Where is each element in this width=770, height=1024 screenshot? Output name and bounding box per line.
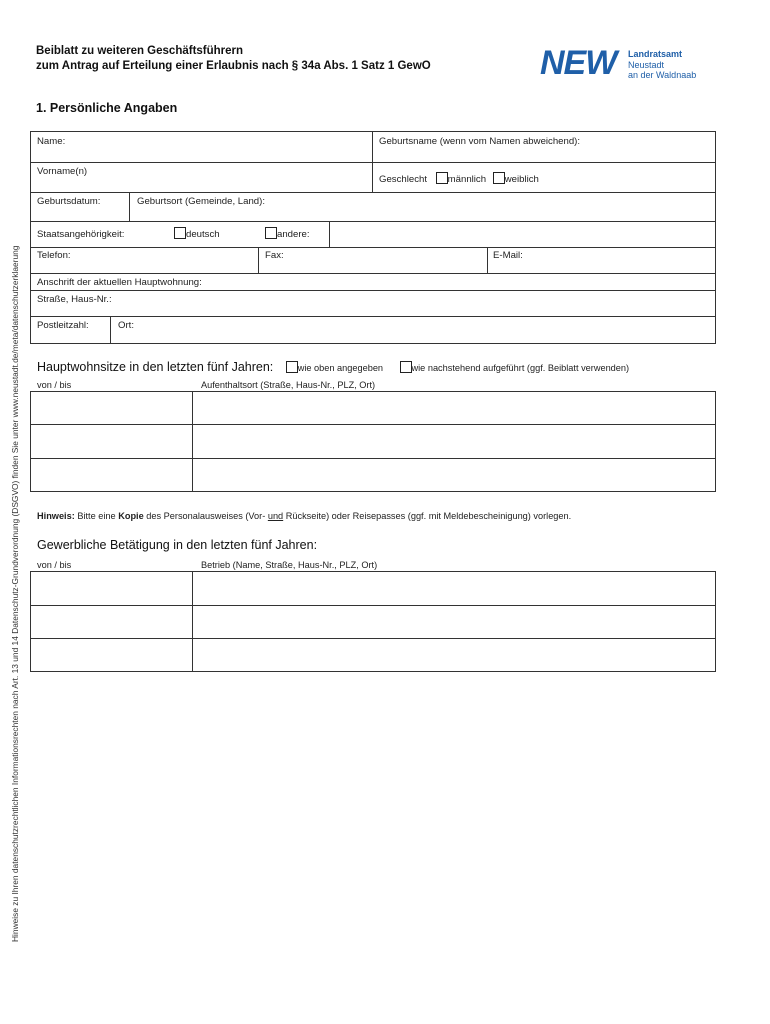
side-privacy-note: Hinweise zu Ihren datenschutzrechtlichen Informationsrechten nach Art. 13 und 14 Datenschutz-Grundverordnung (DSGVO) finden Sie unter www.neustadt.de/meta/datenschutzerklaerung <box>10 245 20 942</box>
street-field[interactable]: Straße, Haus-Nr.: <box>37 294 112 305</box>
other-nationality-checkbox[interactable] <box>265 227 277 239</box>
male-checkbox[interactable] <box>436 172 448 184</box>
same-as-above-checkbox[interactable] <box>286 361 298 373</box>
logo-line-3: an der Waldnaab <box>628 70 697 80</box>
gender-label: Geschlecht <box>379 174 427 185</box>
document-title <box>36 44 431 74</box>
first-names-field[interactable]: Vorname(n) <box>37 166 88 177</box>
name-field[interactable]: Name: <box>37 136 66 147</box>
business-heading: Gewerbliche Betätigung in den letzten fünf Jahren: <box>37 538 318 552</box>
residences-header <box>37 358 629 376</box>
business-company-cell[interactable] <box>193 639 715 671</box>
logo <box>540 44 720 88</box>
address-heading: Anschrift der aktuellen Hauptwohnung: <box>37 277 202 288</box>
title-line-2: zum Antrag auf Erteilung einer Erlaubnis nach § 34a Abs. 1 Satz 1 GewO <box>36 60 431 72</box>
hint-part-a: Bitte eine <box>74 511 119 521</box>
city-field[interactable]: Ort: <box>118 320 134 331</box>
fax-field[interactable]: Fax: <box>265 250 284 261</box>
german-label: deutsch <box>186 229 220 240</box>
hint-und: und <box>267 511 284 521</box>
business-company-cell[interactable] <box>193 572 715 605</box>
hint-kopie: Kopie <box>118 511 144 521</box>
other-nationality-label: andere: <box>277 229 310 240</box>
birth-name-field[interactable]: Geburtsname (wenn vom Namen abweichend): <box>379 136 581 147</box>
gender-row <box>379 172 539 185</box>
business-company-cell[interactable] <box>193 606 715 638</box>
as-listed-below-label: wie nachstehend aufgeführt (ggf. Beiblatt verwenden) <box>411 363 630 373</box>
german-checkbox[interactable] <box>174 227 186 239</box>
email-field[interactable]: E-Mail: <box>493 250 523 261</box>
logo-line-1: Landratsamt <box>628 49 683 59</box>
hint-label: Hinweis: <box>37 511 75 521</box>
female-checkbox[interactable] <box>493 172 505 184</box>
residence-period-cell[interactable] <box>31 392 191 424</box>
business-period-cell[interactable] <box>31 606 191 638</box>
residence-place-cell[interactable] <box>193 425 715 458</box>
as-listed-below-checkbox[interactable] <box>400 361 412 373</box>
hint-text <box>37 511 571 521</box>
section-heading-personal: 1. Persönliche Angaben <box>36 101 178 115</box>
other-nationality-option <box>265 227 310 240</box>
phone-field[interactable]: Telefon: <box>37 250 71 261</box>
residence-place-cell[interactable] <box>193 459 715 491</box>
logo-line-2: Neustadt <box>628 60 665 70</box>
logo-mark: NEW <box>540 44 617 82</box>
business-col-from-to: von / bis <box>37 560 72 570</box>
german-option <box>174 227 220 240</box>
title-line-1: Beiblatt zu weiteren Geschäftsführern <box>36 45 244 57</box>
hint-part-b: des Personalausweises (Vor- <box>143 511 268 521</box>
nationality-label: Staatsangehörigkeit: <box>37 229 125 240</box>
business-col-company: Betrieb (Name, Straße, Haus-Nr., PLZ, Ort) <box>201 560 378 570</box>
residence-period-cell[interactable] <box>31 425 191 458</box>
birth-date-field[interactable]: Geburtsdatum: <box>37 196 101 207</box>
same-as-above-label: wie oben angegeben <box>297 363 384 373</box>
business-period-cell[interactable] <box>31 572 191 605</box>
residences-heading: Hauptwohnsitze in den letzten fünf Jahren: <box>37 360 274 374</box>
male-label: männlich <box>447 174 487 185</box>
female-label: weiblich <box>504 174 539 185</box>
residence-period-cell[interactable] <box>31 459 191 491</box>
residence-place-cell[interactable] <box>193 392 715 424</box>
postcode-field[interactable]: Postleitzahl: <box>37 320 89 331</box>
residences-col-place: Aufenthaltsort (Straße, Haus-Nr., PLZ, Ort) <box>201 380 376 390</box>
residences-col-from-to: von / bis <box>37 380 72 390</box>
hint-part-c: Rückseite) oder Reisepasses (ggf. mit Meldebescheinigung) vorlegen. <box>283 511 572 521</box>
birth-place-field[interactable]: Geburtsort (Gemeinde, Land): <box>137 196 265 207</box>
business-period-cell[interactable] <box>31 639 191 671</box>
